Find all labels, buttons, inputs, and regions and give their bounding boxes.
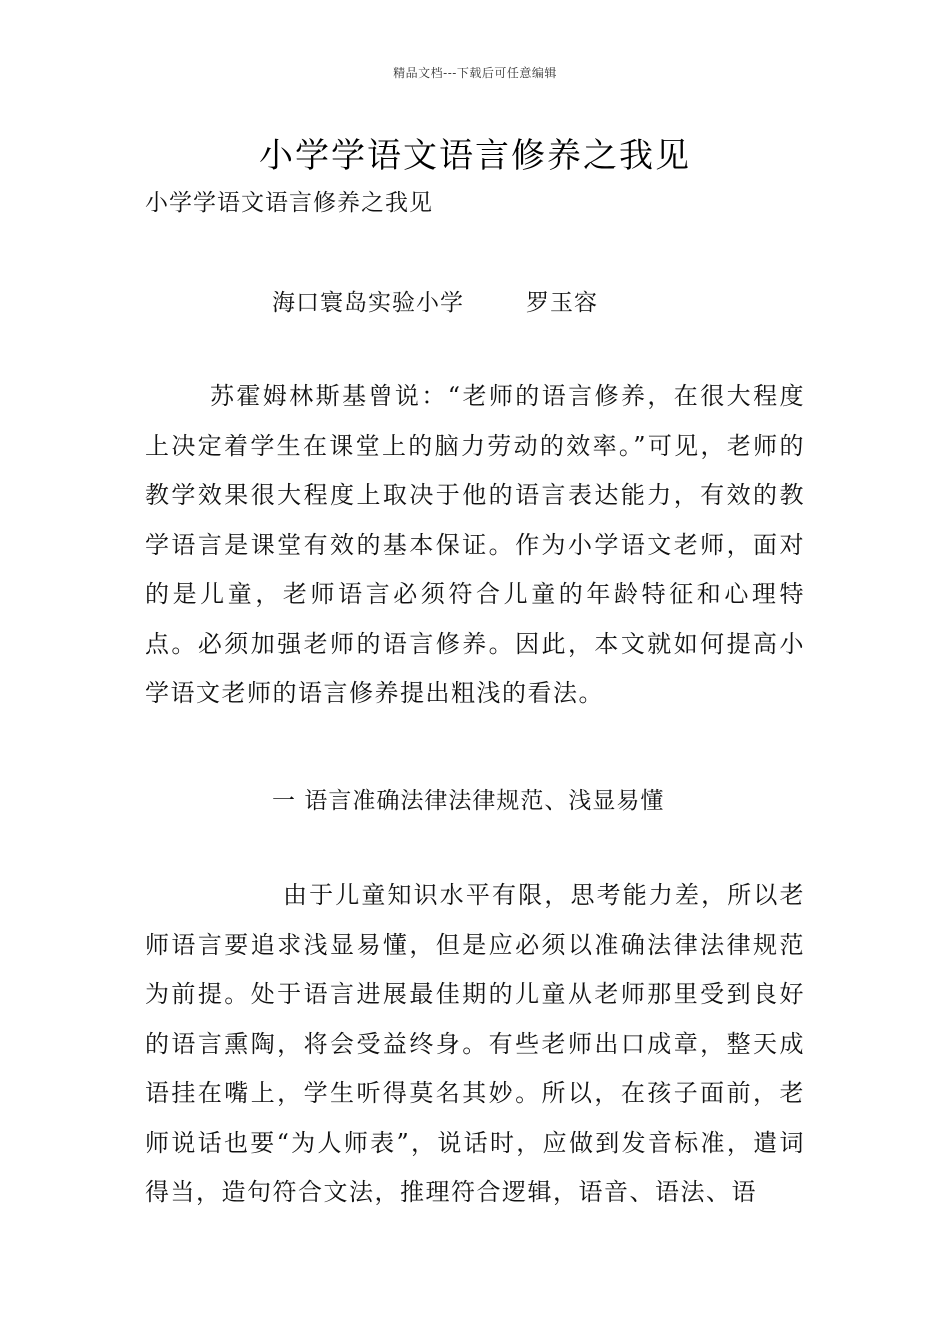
section-title: 语言准确法律法律规范、浅显易懂	[304, 788, 665, 814]
byline	[272, 284, 598, 317]
document-subtitle: 小学学语文语言修养之我见	[145, 190, 433, 216]
paragraph-intro: 苏霍姆林斯基曾说：“老师的语言修养，在很大程度上决定着学生在课堂上的脑力劳动的效率。”可见，老师的教学效果很大程度上取决于他的语言表达能力，有效的教学语言是课堂有效的基本保证。作为小学语文老师，面对的是儿童，老师语言必须符合儿童的年龄特征和心理特点。必须加强老师的语言修养。因此，本文就如何提高小学语文老师的语言修养提出粗浅的看法。	[145, 382, 805, 707]
header-note: 精品文档---下载后可任意编辑	[393, 66, 557, 80]
section-heading	[272, 782, 664, 815]
document-title: 小学学语文语言修养之我见	[259, 136, 691, 176]
byline-author: 罗玉容	[526, 290, 598, 316]
byline-school: 海口寰岛实验小学	[272, 290, 464, 316]
section-number: 一	[272, 788, 296, 814]
paragraph-section-1: 由于儿童知识水平有限，思考能力差，所以老师语言要追求浅显易懂，但是应必须以准确法律法律规范为前提。处于语言进展最佳期的儿童从老师那里受到良好的语言熏陶，将会受益终身。有些老师出口成章，整天成语挂在嘴上，学生听得莫名其妙。所以，在孩子面前，老师说话也要“为人师表”，说话时，应做到发音标准，遣词得当，造句符合文法，推理符合逻辑，语音、语法、语	[145, 881, 805, 1206]
